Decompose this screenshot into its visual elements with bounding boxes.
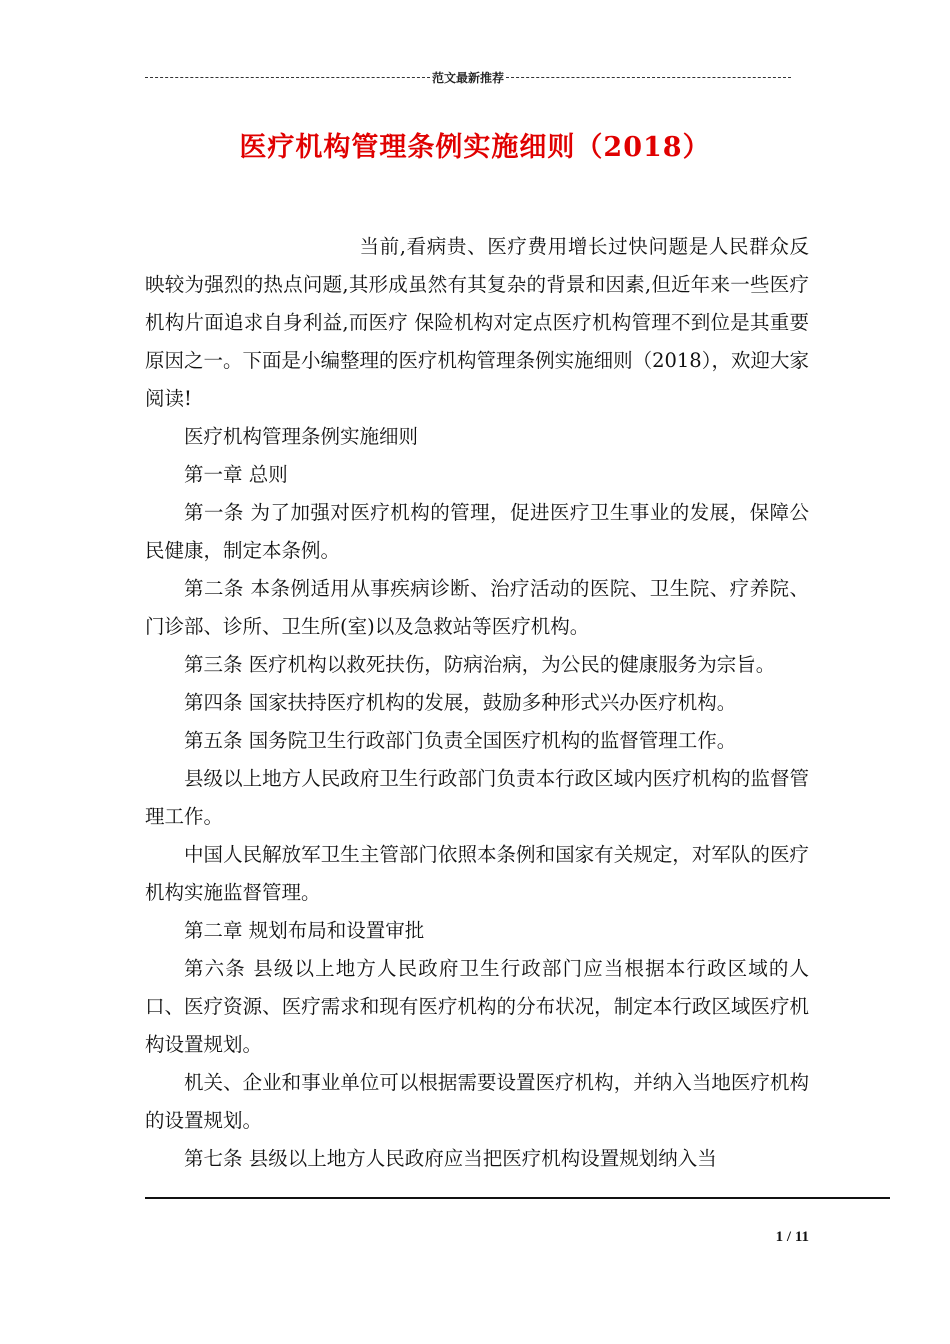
paragraph-article-2: 第二条 本条例适用从事疾病诊断、治疗活动的医院、卫生院、疗养院、门诊部、诊所、卫生所(室)以及急救站等医疗机构。 [145,577,809,638]
paragraph-article-1: 第一条 为了加强对医疗机构的管理，促进医疗卫生事业的发展，保障公民健康，制定本条例。 [145,501,809,562]
paragraph-chapter-2: 第二章 规划布局和设置审批 [184,919,425,942]
document-title: 医疗机构管理条例实施细则（2018） [239,132,711,163]
header-dash-left [145,77,430,78]
footer-rule [145,1197,890,1199]
paragraph-article-5-county: 县级以上地方人民政府卫生行政部门负责本行政区域内医疗机构的监督管理工作。 [145,767,809,828]
page-number: 1 / 11 [775,1229,809,1245]
paragraph-article-4: 第四条 国家扶持医疗机构的发展，鼓励多种形式兴办医疗机构。 [184,691,737,714]
paragraph-article-5: 第五条 国务院卫生行政部门负责全国医疗机构的监督管理工作。 [184,729,737,752]
page-header [145,68,791,86]
document-body [145,228,809,1178]
paragraph-chapter-1: 第一章 总则 [184,463,288,486]
paragraph-article-7: 第七条 县级以上地方人民政府应当把医疗机构设置规划纳入当 [184,1147,717,1170]
header-label: 范文最新推荐 [432,70,505,85]
paragraph-intro: 当前,看病贵、医疗费用增长过快问题是人民群众反映较为强烈的热点问题,其形成虽然有其复杂的背景和因素,但近年来一些医疗机构片面追求自身利益,而医疗 保险机构对定点医疗机构管理不到位是其重要原因之一。下面是小编整理的医疗机构管理条例实施细则（2018），欢迎大家阅读! [145,235,809,410]
paragraph-article-6: 第六条 县级以上地方人民政府卫生行政部门应当根据本行政区域的人口、医疗资源、医疗需求和现有医疗机构的分布状况，制定本行政区域医疗机构设置规划。 [145,957,809,1056]
paragraph-doc-name: 医疗机构管理条例实施细则 [184,425,419,448]
header-dash-right [506,77,791,78]
paragraph-article-5-pla: 中国人民解放军卫生主管部门依照本条例和国家有关规定，对军队的医疗机构实施监督管理。 [145,843,809,904]
paragraph-article-6-orgs: 机关、企业和事业单位可以根据需要设置医疗机构，并纳入当地医疗机构的设置规划。 [145,1071,809,1132]
paragraph-article-3: 第三条 医疗机构以救死扶伤，防病治病，为公民的健康服务为宗旨。 [184,653,776,676]
